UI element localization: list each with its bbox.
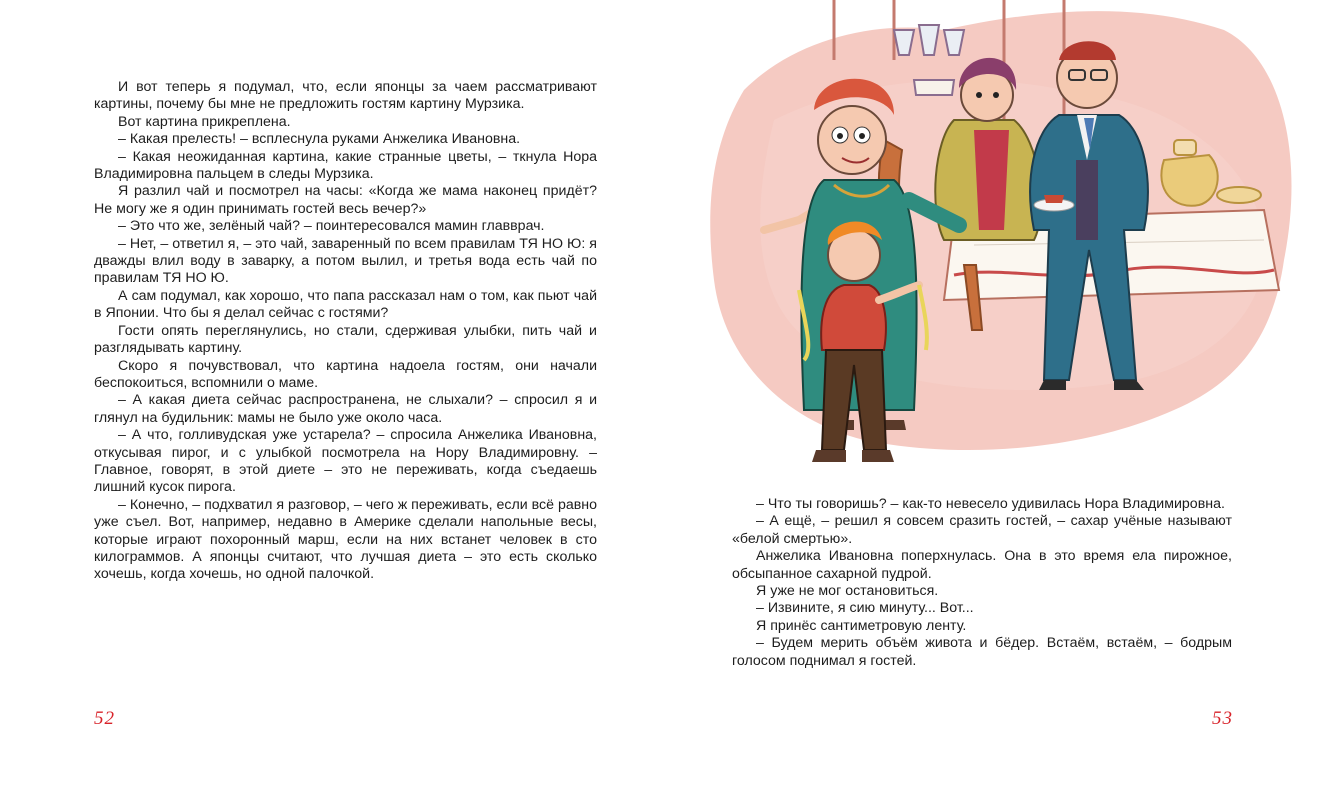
paragraph: Я уже не мог остановиться. [756, 583, 939, 600]
paragraph: – Какая прелесть! – всплеснула руками Анжелика Ивановна. [118, 131, 521, 148]
right-page-text [732, 496, 1232, 670]
paragraph: – Будем мерить объём живота и бёдер. Встаём, встаём, – бодрым голосом поднимал я гостей. [732, 635, 1232, 669]
paragraph: – Извините, я сию минуту... Вот... [756, 600, 974, 617]
paragraph: Я принёс сантиметровую ленту. [756, 617, 967, 634]
paragraph: – Какая неожиданная картина, какие странные цветы, – ткнула Нора Владимировна пальцем в следы Мурзика. [94, 148, 597, 183]
tea-party-illustration [704, 0, 1304, 480]
paragraph: – Это что же, зелёный чай? – поинтересовался мамин главврач. [118, 218, 545, 235]
paragraph: Вот картина прикреплена. [118, 113, 291, 130]
paragraph: Я разлил чай и посмотрел на часы: «Когда же мама наконец придёт? Не могу же я один принимать гостей весь вечер?» [94, 183, 597, 217]
right-page [664, 0, 1328, 800]
paragraph: – А ещё, – решил я совсем сразить гостей, – сахар учёные называют «белой смертью». [732, 513, 1232, 547]
page-number-right: 53 [1212, 708, 1233, 729]
paragraph: Анжелика Ивановна поперхнулась. Она в это время ела пирожное, обсыпанное сахарной пудрой. [732, 548, 1232, 582]
paragraph: Гости опять переглянулись, но стали, сдерживая улыбки, пить чай и разглядывать картину. [94, 322, 597, 357]
page-number-left: 52 [94, 708, 115, 729]
paragraph: – А какая диета сейчас распространена, не слыхали? – спросил я и глянул на будильник: мамы не было уже около часа. [94, 392, 597, 426]
paragraph: – Что ты говоришь? – как-то невесело удивилась Нора Владимировна. [756, 496, 1225, 512]
paragraph: – Конечно, – подхватил я разговор, – чего ж переживать, если всё равно уже съел. Вот, например, недавно в Америке сделали напольные весы, которые играют похоронный марш, если на них встанет человек в сто килограммов. А японцы считают, что лучшая диета – это есть сколько хочешь, когда хочешь, но одной палочкой. [94, 496, 597, 583]
paragraph: – А что, голливудская уже устарела? – спросила Анжелика Ивановна, откусывая пирог, и с улыбкой посмотрела на Нору Владимировну. – Главное, говорят, в этой диете – это не переживать, когда съедаешь лишний кусок пирога. [94, 427, 597, 496]
paragraph: И вот теперь я подумал, что, если японцы за чаем рассматривают картины, почему бы мне не предложить гостям картину Мурзика. [94, 79, 597, 113]
paragraph: Скоро я почувствовал, что картина надоела гостям, они начали беспокоиться, вспомнили о маме. [94, 357, 597, 391]
paragraph: – Нет, – ответил я, – это чай, заваренный по всем правилам ТЯ НО Ю: я дважды влил воду в заварку, а потом вылил, и третья вода есть чай по правилам ТЯ НО Ю. [94, 235, 597, 287]
paragraph: А сам подумал, как хорошо, что папа рассказал нам о том, как пьют чай в Японии. Что бы я делал сейчас с гостями? [94, 287, 597, 322]
left-page-text [94, 79, 597, 584]
